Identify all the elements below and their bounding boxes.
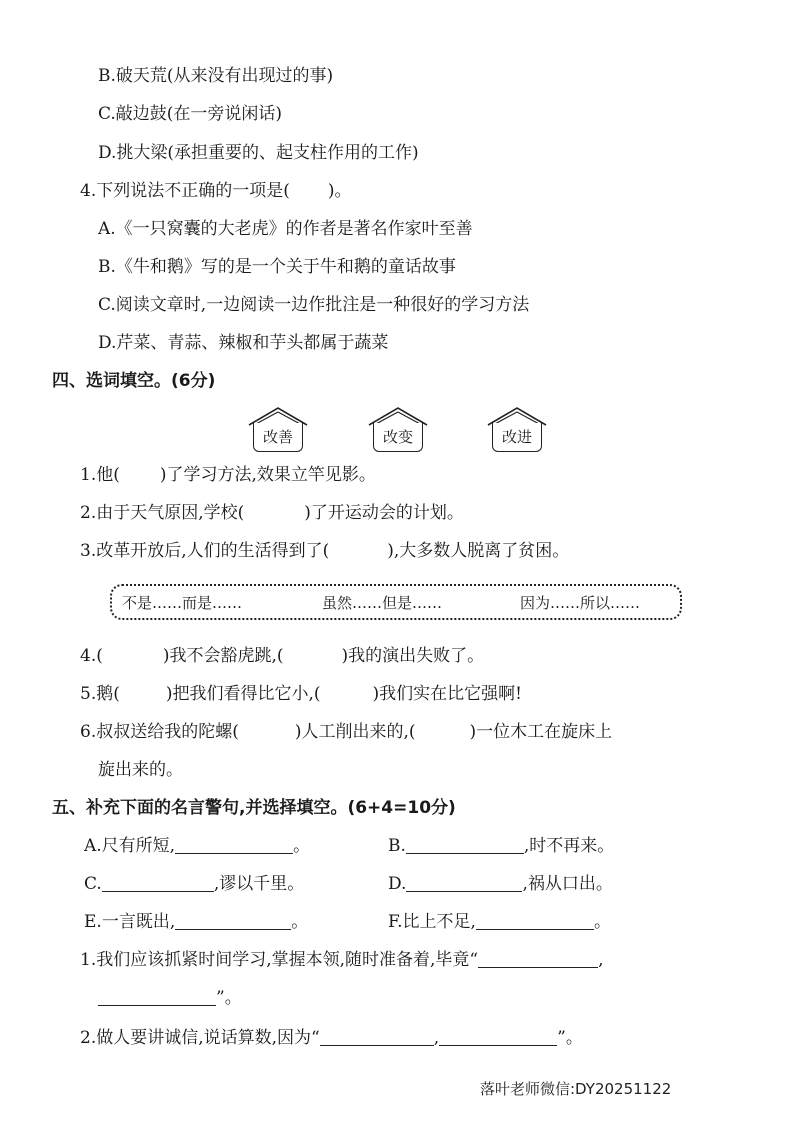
word-option-1: 改善 [253, 423, 303, 452]
q4-option-b: B.《牛和鹅》写的是一个关于牛和鹅的童话故事 [98, 257, 456, 277]
q4-stem-text: 4.下列说法不正确的一项是( [80, 181, 290, 201]
s4-sentence-4 [80, 644, 484, 668]
proverb-b [388, 834, 614, 858]
text: 。 [593, 912, 611, 932]
text: ),大多数人脱离了贫困。 [387, 541, 570, 561]
q3-option-c: C.敲边鼓(在一旁说闲话) [98, 104, 283, 124]
text: 6.叔叔送给我的陀螺( [80, 722, 239, 742]
text: )一位木工在旋床上 [469, 722, 613, 742]
q4-stem [80, 179, 352, 203]
text: 2.由于天气原因,学校( [80, 503, 245, 523]
text: ,谬以千里。 [213, 874, 305, 894]
proverb-e [84, 910, 308, 934]
text: )我的演出失败了。 [341, 646, 485, 666]
s4-sentence-6-cont: 旋出来的。 [98, 760, 183, 780]
s5-question-2 [80, 1026, 583, 1050]
s4-sentence-1 [80, 463, 376, 487]
text: ”。 [557, 1028, 583, 1048]
s4-sentence-3 [80, 539, 569, 563]
text: , [598, 950, 604, 970]
text: 4.( [80, 646, 103, 666]
s4-sentence-2 [80, 501, 464, 525]
text: )了学习方法,效果立竿见影。 [159, 465, 376, 485]
s4-sentence-6 [80, 720, 612, 744]
q4-stem-end: )。 [327, 181, 352, 201]
text: 。 [291, 912, 309, 932]
q4-option-a: A.《一只窝囊的大老虎》的作者是著名作家叶至善 [98, 219, 473, 239]
section4-title: 四、选词填空。(6分) [52, 371, 216, 391]
fill-line[interactable] [175, 835, 293, 854]
q4-option-c: C.阅读文章时,一边阅读一边作批注是一种很好的学习方法 [98, 295, 530, 315]
fill-line[interactable] [476, 911, 594, 930]
text: B. [388, 836, 406, 856]
text: A.尺有所短, [84, 836, 176, 856]
q4-option-d: D.芹菜、青蒜、辣椒和芋头都属于蔬菜 [98, 333, 389, 353]
text: )我们实在比它强啊! [372, 684, 522, 704]
text: 2.做人要讲诚信,说话算数,因为“ [80, 1028, 320, 1048]
text: 1.他( [80, 465, 120, 485]
fill-line[interactable] [175, 911, 291, 930]
fill-line[interactable] [320, 1027, 434, 1046]
text: ,祸从口出。 [522, 874, 613, 894]
text: )我不会豁虎跳,( [162, 646, 284, 666]
text: , [433, 1028, 440, 1048]
fill-line[interactable] [478, 949, 598, 968]
word-house-3 [486, 405, 548, 455]
text: F.比上不足, [388, 912, 476, 932]
text: 。 [293, 836, 311, 856]
word-option-3: 改进 [492, 423, 542, 452]
text: 3.改革开放后,人们的生活得到了( [80, 541, 330, 561]
text: )把我们看得比它小,( [165, 684, 321, 704]
text: E.一言既出, [84, 912, 176, 932]
text: D. [388, 874, 407, 894]
conjunction-2: 虽然……但是…… [322, 594, 443, 612]
proverb-c [84, 872, 304, 896]
proverb-f [388, 910, 611, 934]
q3-option-d: D.挑大梁(承担重要的、起支柱作用的工作) [98, 143, 419, 163]
fill-line[interactable] [406, 835, 524, 854]
fill-line[interactable] [102, 873, 214, 892]
text: 1.我们应该抓紧时间学习,掌握本领,随时准备着,毕竟“ [80, 950, 479, 970]
text: C. [84, 874, 102, 894]
conjunction-box [110, 584, 682, 620]
fill-line[interactable] [439, 1027, 557, 1046]
conjunction-3: 因为……所以…… [520, 594, 641, 612]
conjunction-1: 不是……而是…… [122, 594, 243, 612]
text: ,时不再来。 [523, 836, 615, 856]
s5-question-1 [80, 948, 604, 972]
footer-contact: 落叶老师微信:DY20251122 [480, 1080, 672, 1098]
section5-title: 五、补充下面的名言警句,并选择填空。(6+4=10分) [52, 798, 456, 818]
s4-sentence-5 [80, 682, 522, 706]
word-house-2 [367, 405, 429, 455]
word-house-1 [247, 405, 309, 455]
word-option-2: 改变 [373, 423, 423, 452]
s5-question-1-cont [98, 986, 242, 1010]
text: 5.鹅( [80, 684, 120, 704]
fill-line[interactable] [98, 987, 216, 1006]
q3-option-b: B.破天荒(从来没有出现过的事) [98, 66, 334, 86]
text: ”。 [216, 988, 242, 1008]
text: )了开运动会的计划。 [304, 503, 464, 523]
text: )人工削出来的,( [294, 722, 416, 742]
proverb-d [388, 872, 613, 896]
proverb-a [84, 834, 310, 858]
fill-line[interactable] [406, 873, 522, 892]
